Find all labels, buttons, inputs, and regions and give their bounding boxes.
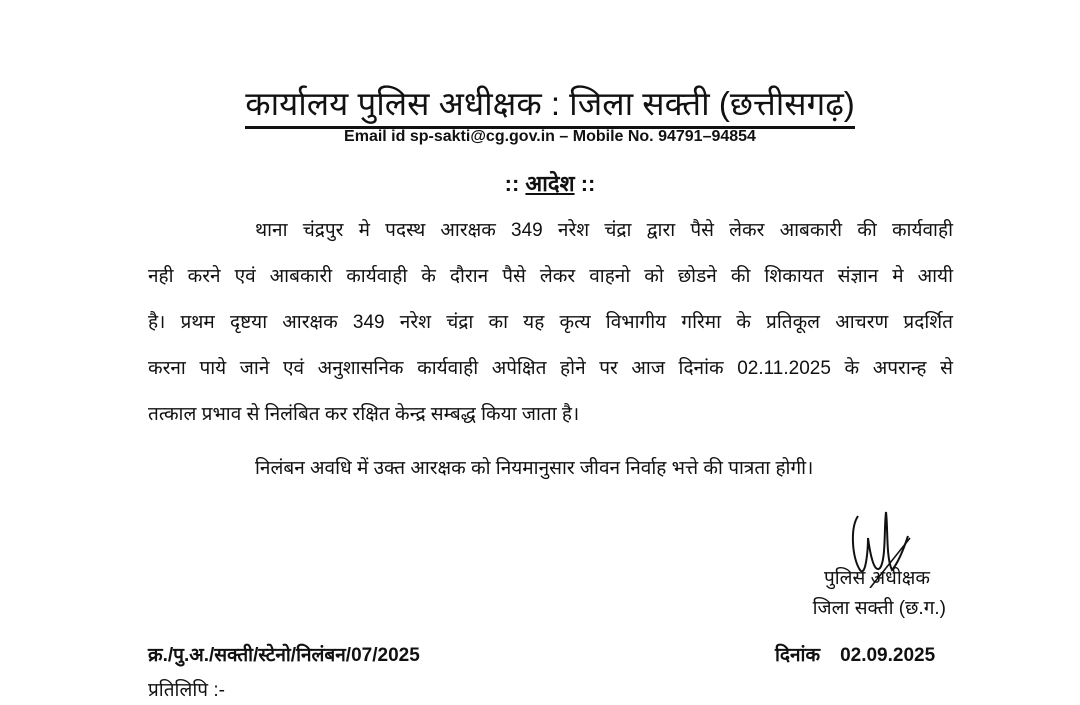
paragraph-2: निलंबन अवधि में उक्त आरक्षक को नियमानुसार जीवन निर्वाह भत्ते की पात्रता होगी। (255, 458, 814, 479)
copy-to-label: प्रतिलिपि :- (148, 680, 225, 701)
order-prefix: :: (504, 171, 520, 196)
paragraph-line: नही करने एवं आबकारी कार्यवाही के दौरान पैसे लेकर वाहनो को छोडने की शिकायत संज्ञान मे आयी (148, 266, 953, 287)
office-title-text: कार्यालय पुलिस अधीक्षक : जिला सक्ती (छत्तीसगढ़) (245, 82, 855, 129)
date-label: दिनांक (775, 645, 821, 666)
order-suffix: :: (580, 171, 596, 196)
order-title: आदेश (525, 171, 575, 196)
paragraph-line: है। प्रथम दृष्टया आरक्षक 349 नरेश चंद्रा का यह कृत्य विभागीय गरिमा के प्रतिकूल आचरण प्रदर्शित (148, 312, 953, 333)
signatory-district: जिला सक्ती (छ.ग.) (812, 598, 946, 619)
issue-date (775, 641, 935, 667)
order-heading (0, 168, 1080, 198)
office-title (0, 82, 1080, 129)
paragraph-line: थाना चंद्रपुर मे पदस्थ आरक्षक 349 नरेश चंद्रा द्वारा पैसे लेकर आबकारी की कार्यवाही (255, 220, 953, 241)
contact-info: Email id sp-sakti@cg.gov.in – Mobile No. 94791–94854 (344, 128, 756, 145)
signatory-designation: पुलिस अधीक्षक (823, 568, 930, 589)
paragraph-line: करना पाये जाने एवं अनुशासनिक कार्यवाही अपेक्षित होने पर आज दिनांक 02.11.2025 के अपरान्ह से (148, 358, 953, 379)
date-value: 02.09.2025 (840, 645, 936, 666)
reference-number: क्र./पु.अ./सक्ती/स्टेनो/निलंबन/07/2025 (148, 645, 420, 666)
paragraph-line: तत्काल प्रभाव से निलंबित कर रक्षित केन्द्र सम्बद्ध किया जाता है। (148, 404, 580, 425)
